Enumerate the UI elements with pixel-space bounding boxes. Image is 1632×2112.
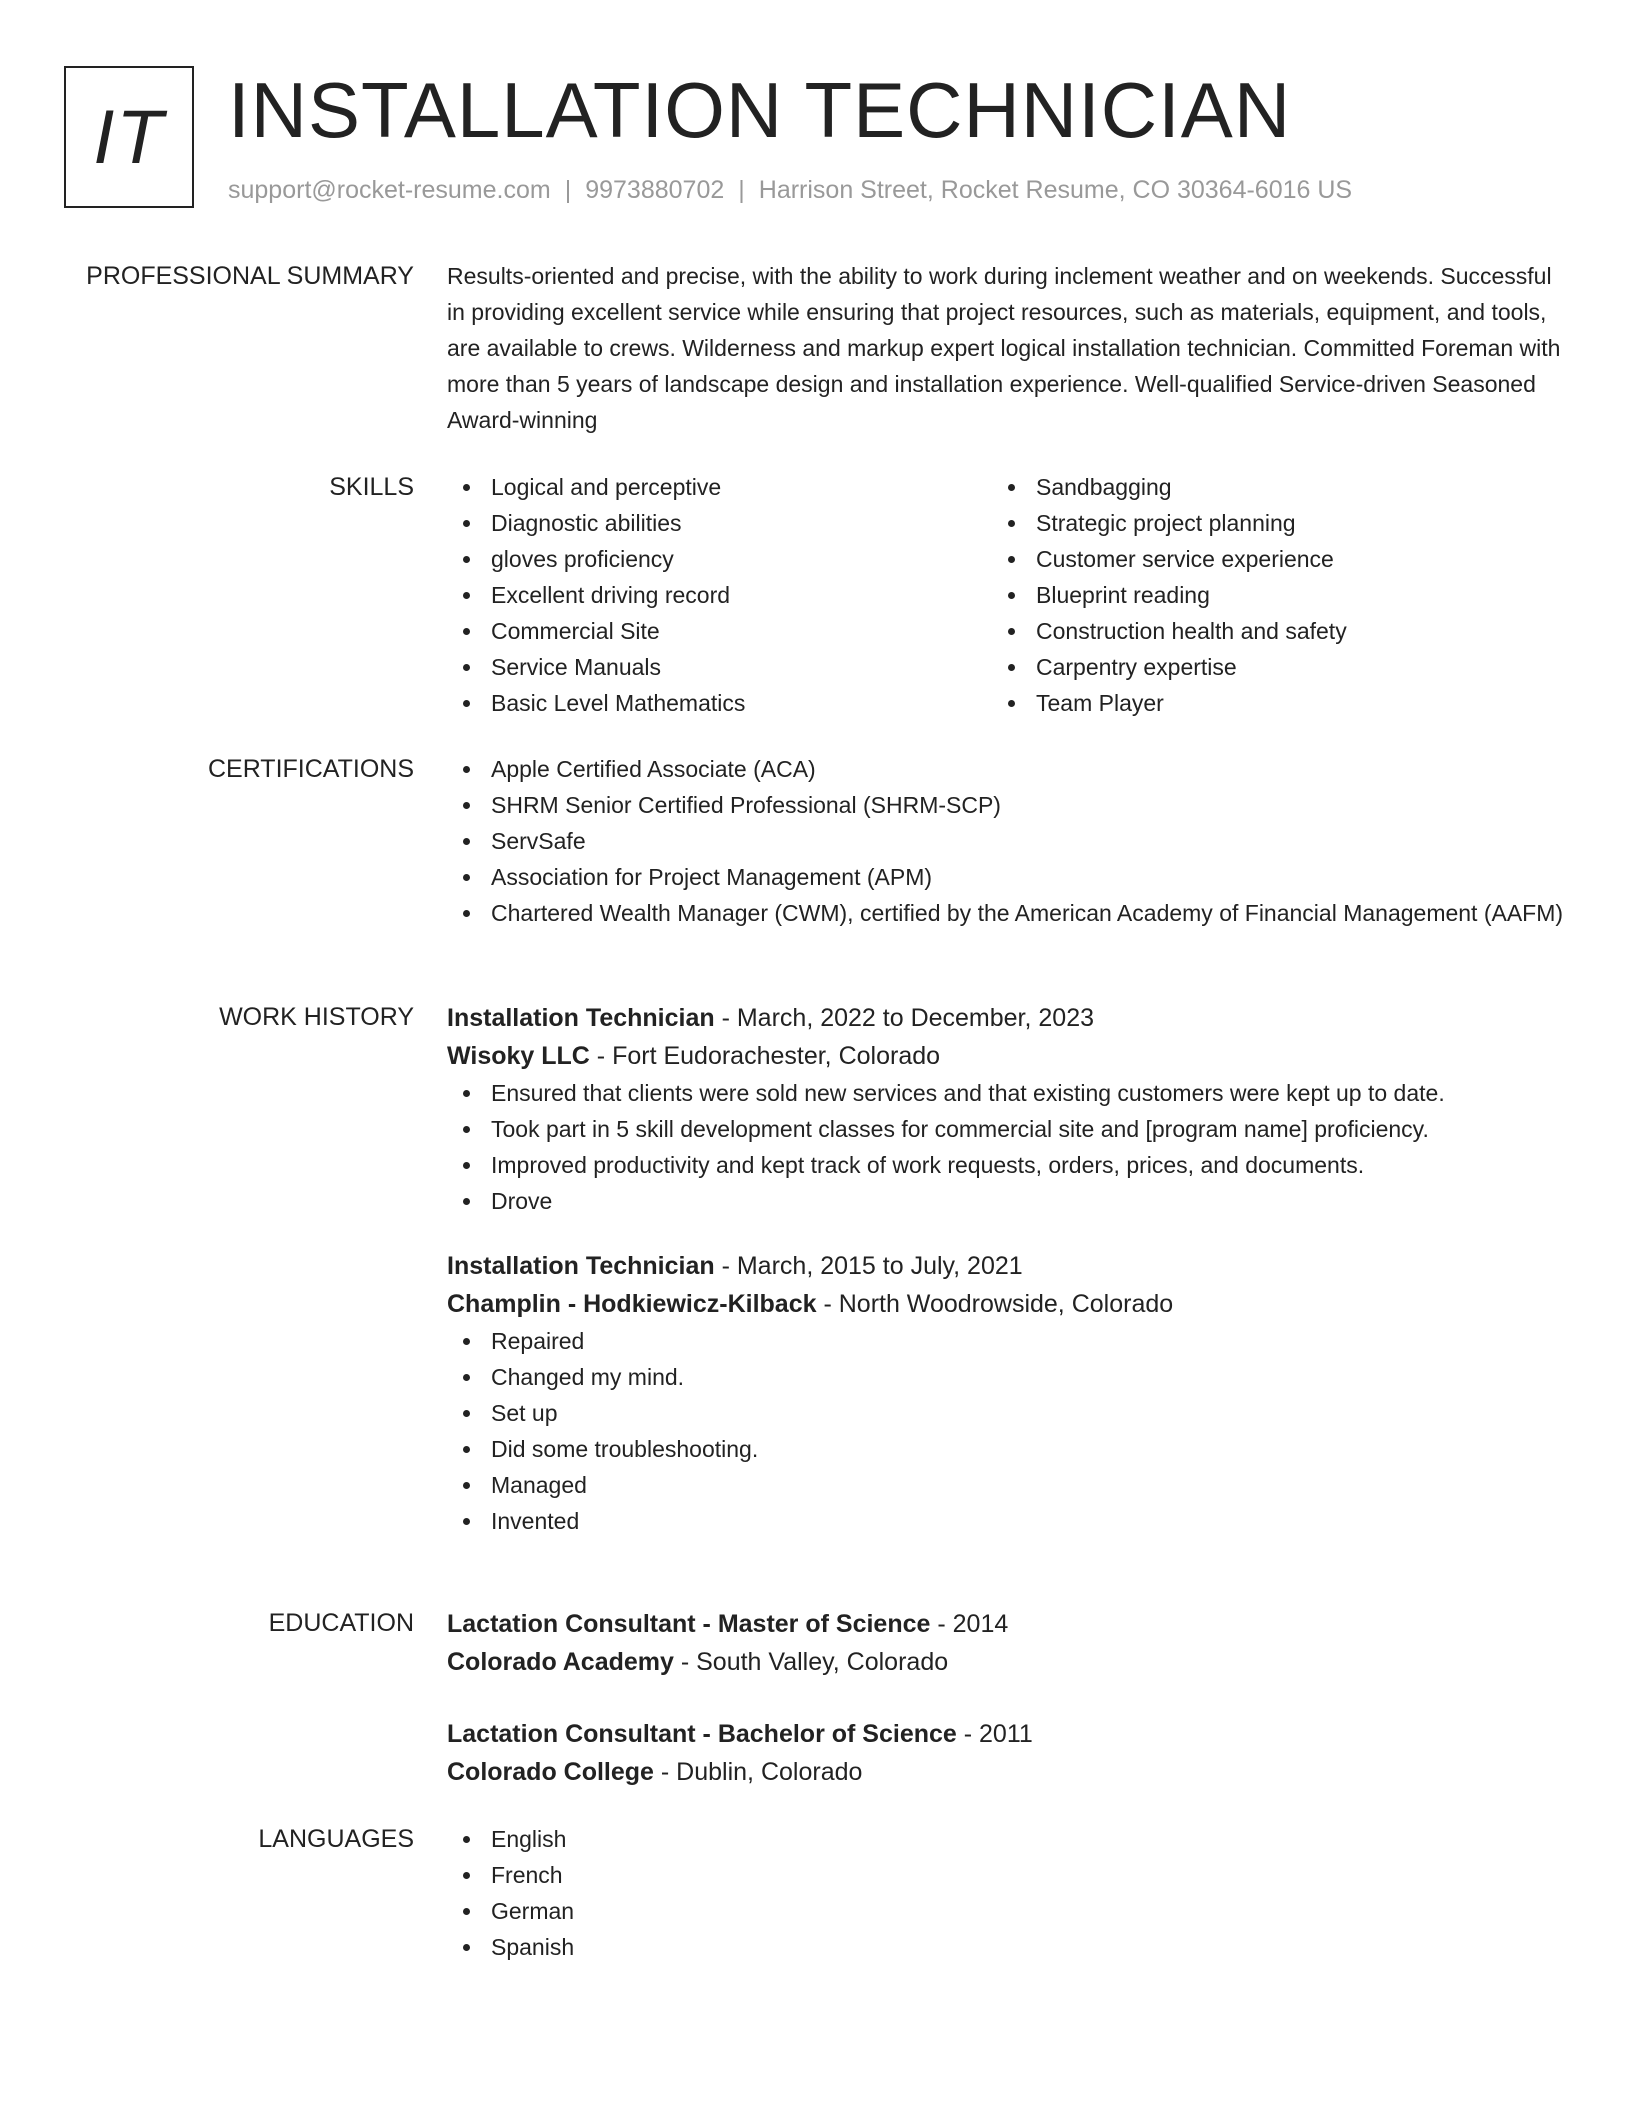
- school-line: [447, 1643, 1567, 1681]
- list-item: Service Manuals: [447, 649, 992, 685]
- job-entry: [447, 1247, 1567, 1539]
- skills-heading: SKILLS: [329, 473, 414, 501]
- summary-heading: PROFESSIONAL SUMMARY: [86, 262, 414, 290]
- degree: Lactation Consultant - Master of Science: [447, 1610, 931, 1638]
- degree-year: - 2014: [930, 1610, 1009, 1638]
- school-location: - Dublin, Colorado: [653, 1758, 863, 1786]
- list-item: Logical and perceptive: [447, 469, 992, 505]
- list-item: Carpentry expertise: [992, 649, 1537, 685]
- summary-text: Results-oriented and precise, with the ability to work during inclement weather and on weekends. Successful in providing excellent service while ensuring that project resources, such as materials, equipment, and tools, are available to crews. Wilderness and markup expert logical installation technician. Committed Foreman with more than 5 years of landscape design and installation experience. Well-qualified Service-driven Seasoned Award-winning: [447, 263, 1561, 433]
- job-location: - Fort Eudorachester, Colorado: [589, 1042, 941, 1070]
- list-item: Did some troubleshooting.: [447, 1431, 1567, 1467]
- certifications-body: [447, 751, 1567, 931]
- job-company: Wisoky LLC: [447, 1042, 590, 1070]
- list-item: Basic Level Mathematics: [447, 685, 992, 721]
- list-item: French: [447, 1857, 1567, 1893]
- list-item: Blueprint reading: [992, 577, 1537, 613]
- school-location: - South Valley, Colorado: [673, 1648, 949, 1676]
- monogram-logo: IT: [64, 66, 194, 208]
- skills-list-left: [447, 469, 992, 721]
- list-item: Apple Certified Associate (ACA): [447, 751, 1567, 787]
- list-item: Construction health and safety: [992, 613, 1537, 649]
- list-item: Managed: [447, 1467, 1567, 1503]
- languages-heading: LANGUAGES: [258, 1825, 414, 1853]
- list-item: Customer service experience: [992, 541, 1537, 577]
- contact-email: support@rocket-resume.com: [228, 176, 551, 204]
- list-item: German: [447, 1893, 1567, 1929]
- list-item: gloves proficiency: [447, 541, 992, 577]
- list-item: Invented: [447, 1503, 1567, 1539]
- job-company-line: [447, 1285, 1567, 1323]
- work-history-heading: WORK HISTORY: [219, 1003, 414, 1031]
- resume-header: [64, 64, 1584, 214]
- list-item: Spanish: [447, 1929, 1567, 1965]
- job-entry: [447, 999, 1567, 1219]
- contact-separator: |: [738, 176, 745, 204]
- list-item: Chartered Wealth Manager (CWM), certified by the American Academy of Financial Management (AAFM): [447, 895, 1567, 931]
- job-duties-list: [447, 1323, 1567, 1539]
- contact-address: Harrison Street, Rocket Resume, CO 30364-6016 US: [758, 176, 1353, 204]
- job-company: Champlin - Hodkiewicz-Kilback: [447, 1290, 817, 1318]
- degree-line: [447, 1605, 1567, 1643]
- list-item: Commercial Site: [447, 613, 992, 649]
- list-item: Repaired: [447, 1323, 1567, 1359]
- degree-year: - 2011: [956, 1720, 1033, 1748]
- contact-line: [228, 174, 1352, 206]
- education-entry: [447, 1715, 1567, 1791]
- job-location: - North Woodrowside, Colorado: [816, 1290, 1174, 1318]
- contact-separator: |: [564, 176, 572, 204]
- list-item: Drove: [447, 1183, 1567, 1219]
- contact-phone: 9973880702: [585, 176, 725, 204]
- list-item: Sandbagging: [992, 469, 1537, 505]
- list-item: Changed my mind.: [447, 1359, 1567, 1395]
- certifications-list: [447, 751, 1567, 931]
- school: Colorado Academy: [447, 1648, 674, 1676]
- job-company-line: [447, 1037, 1567, 1075]
- school: Colorado College: [447, 1758, 654, 1786]
- list-item: Diagnostic abilities: [447, 505, 992, 541]
- education-entry: [447, 1605, 1567, 1681]
- list-item: Excellent driving record: [447, 577, 992, 613]
- education-body: [447, 1605, 1567, 1791]
- degree: Lactation Consultant - Bachelor of Science: [447, 1720, 957, 1748]
- job-duties-list: [447, 1075, 1567, 1219]
- list-item: ServSafe: [447, 823, 1567, 859]
- job-dates: - March, 2022 to December, 2023: [714, 1004, 1095, 1032]
- list-item: English: [447, 1821, 1567, 1857]
- school-line: [447, 1753, 1567, 1791]
- job-title: Installation Technician: [447, 1252, 715, 1280]
- list-item: Association for Project Management (APM): [447, 859, 1567, 895]
- list-item: Improved productivity and kept track of work requests, orders, prices, and documents.: [447, 1147, 1567, 1183]
- languages-body: [447, 1821, 1567, 1965]
- education-heading: EDUCATION: [268, 1609, 414, 1637]
- list-item: Ensured that clients were sold new services and that existing customers were kept up to date.: [447, 1075, 1567, 1111]
- degree-line: [447, 1715, 1567, 1753]
- list-item: SHRM Senior Certified Professional (SHRM-SCP): [447, 787, 1567, 823]
- work-history-body: [447, 999, 1567, 1539]
- job-title: Installation Technician: [447, 1004, 715, 1032]
- languages-list: [447, 1821, 1567, 1965]
- list-item: Team Player: [992, 685, 1537, 721]
- list-item: Set up: [447, 1395, 1567, 1431]
- skills-body: [447, 469, 1567, 721]
- summary-body: [447, 258, 1567, 438]
- certifications-heading: CERTIFICATIONS: [207, 755, 414, 783]
- job-title-line: [447, 999, 1567, 1037]
- job-title-line: [447, 1247, 1567, 1285]
- skills-list-right: [992, 469, 1537, 721]
- job-dates: - March, 2015 to July, 2021: [714, 1252, 1023, 1280]
- list-item: Took part in 5 skill development classes for commercial site and [program name] proficiency.: [447, 1111, 1567, 1147]
- resume-title: INSTALLATION TECHNICIAN: [228, 66, 1292, 154]
- list-item: Strategic project planning: [992, 505, 1537, 541]
